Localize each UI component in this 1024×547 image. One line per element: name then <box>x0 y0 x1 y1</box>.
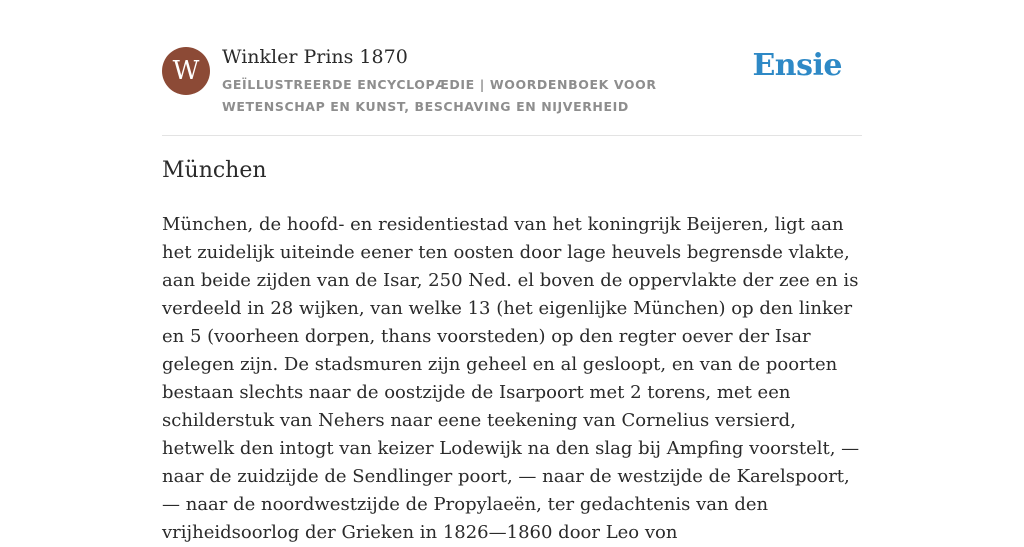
source-subtitle: GEÏLLUSTREERDE ENCYCLOPÆDIE | WOORDENBOEK VOOR WETENSCHAP EN KUNST, BESCHAVING EN NIJVERHEID <box>222 77 657 114</box>
article-body: München, de hoofd- en residentiestad van het koningrijk Beijeren, ligt aan het zuidelijk uiteinde eener ten oosten door lage heuvels begrensde vlakte, aan beide zijden van de Isar, 250 Ned. el boven de oppervlakte der zee en is verdeeld in 28 wijken, van welke 13 (het eigenlijke München) op den linker en 5 (voorheen dorpen, thans voorsteden) op den regter oever der Isar gelegen zijn. De stadsmuren zijn geheel en al gesloopt, en van de poorten bestaan slechts naar de oostzijde de Isarpoort met 2 torens, met een schilderstuk van Nehers naar eene teekening van Cornelius versierd, hetwelk den intogt van keizer Lodewijk na den slag bij Ampfing voorstelt, — naar de zuidzijde de Sendlinger poort, — naar de westzijde de Karelspoort, — naar de noordwestzijde de Propylaeën, ter gedachtenis van den vrijheidsoorlog der Grieken in 1826—1860 door Leo von <box>162 214 860 543</box>
article-title: München <box>162 158 267 183</box>
source-header <box>162 44 862 136</box>
source-title[interactable]: Winkler Prins 1870 <box>222 46 408 68</box>
ensie-logo[interactable]: Ensie <box>752 48 842 83</box>
source-avatar[interactable]: W <box>162 47 210 95</box>
